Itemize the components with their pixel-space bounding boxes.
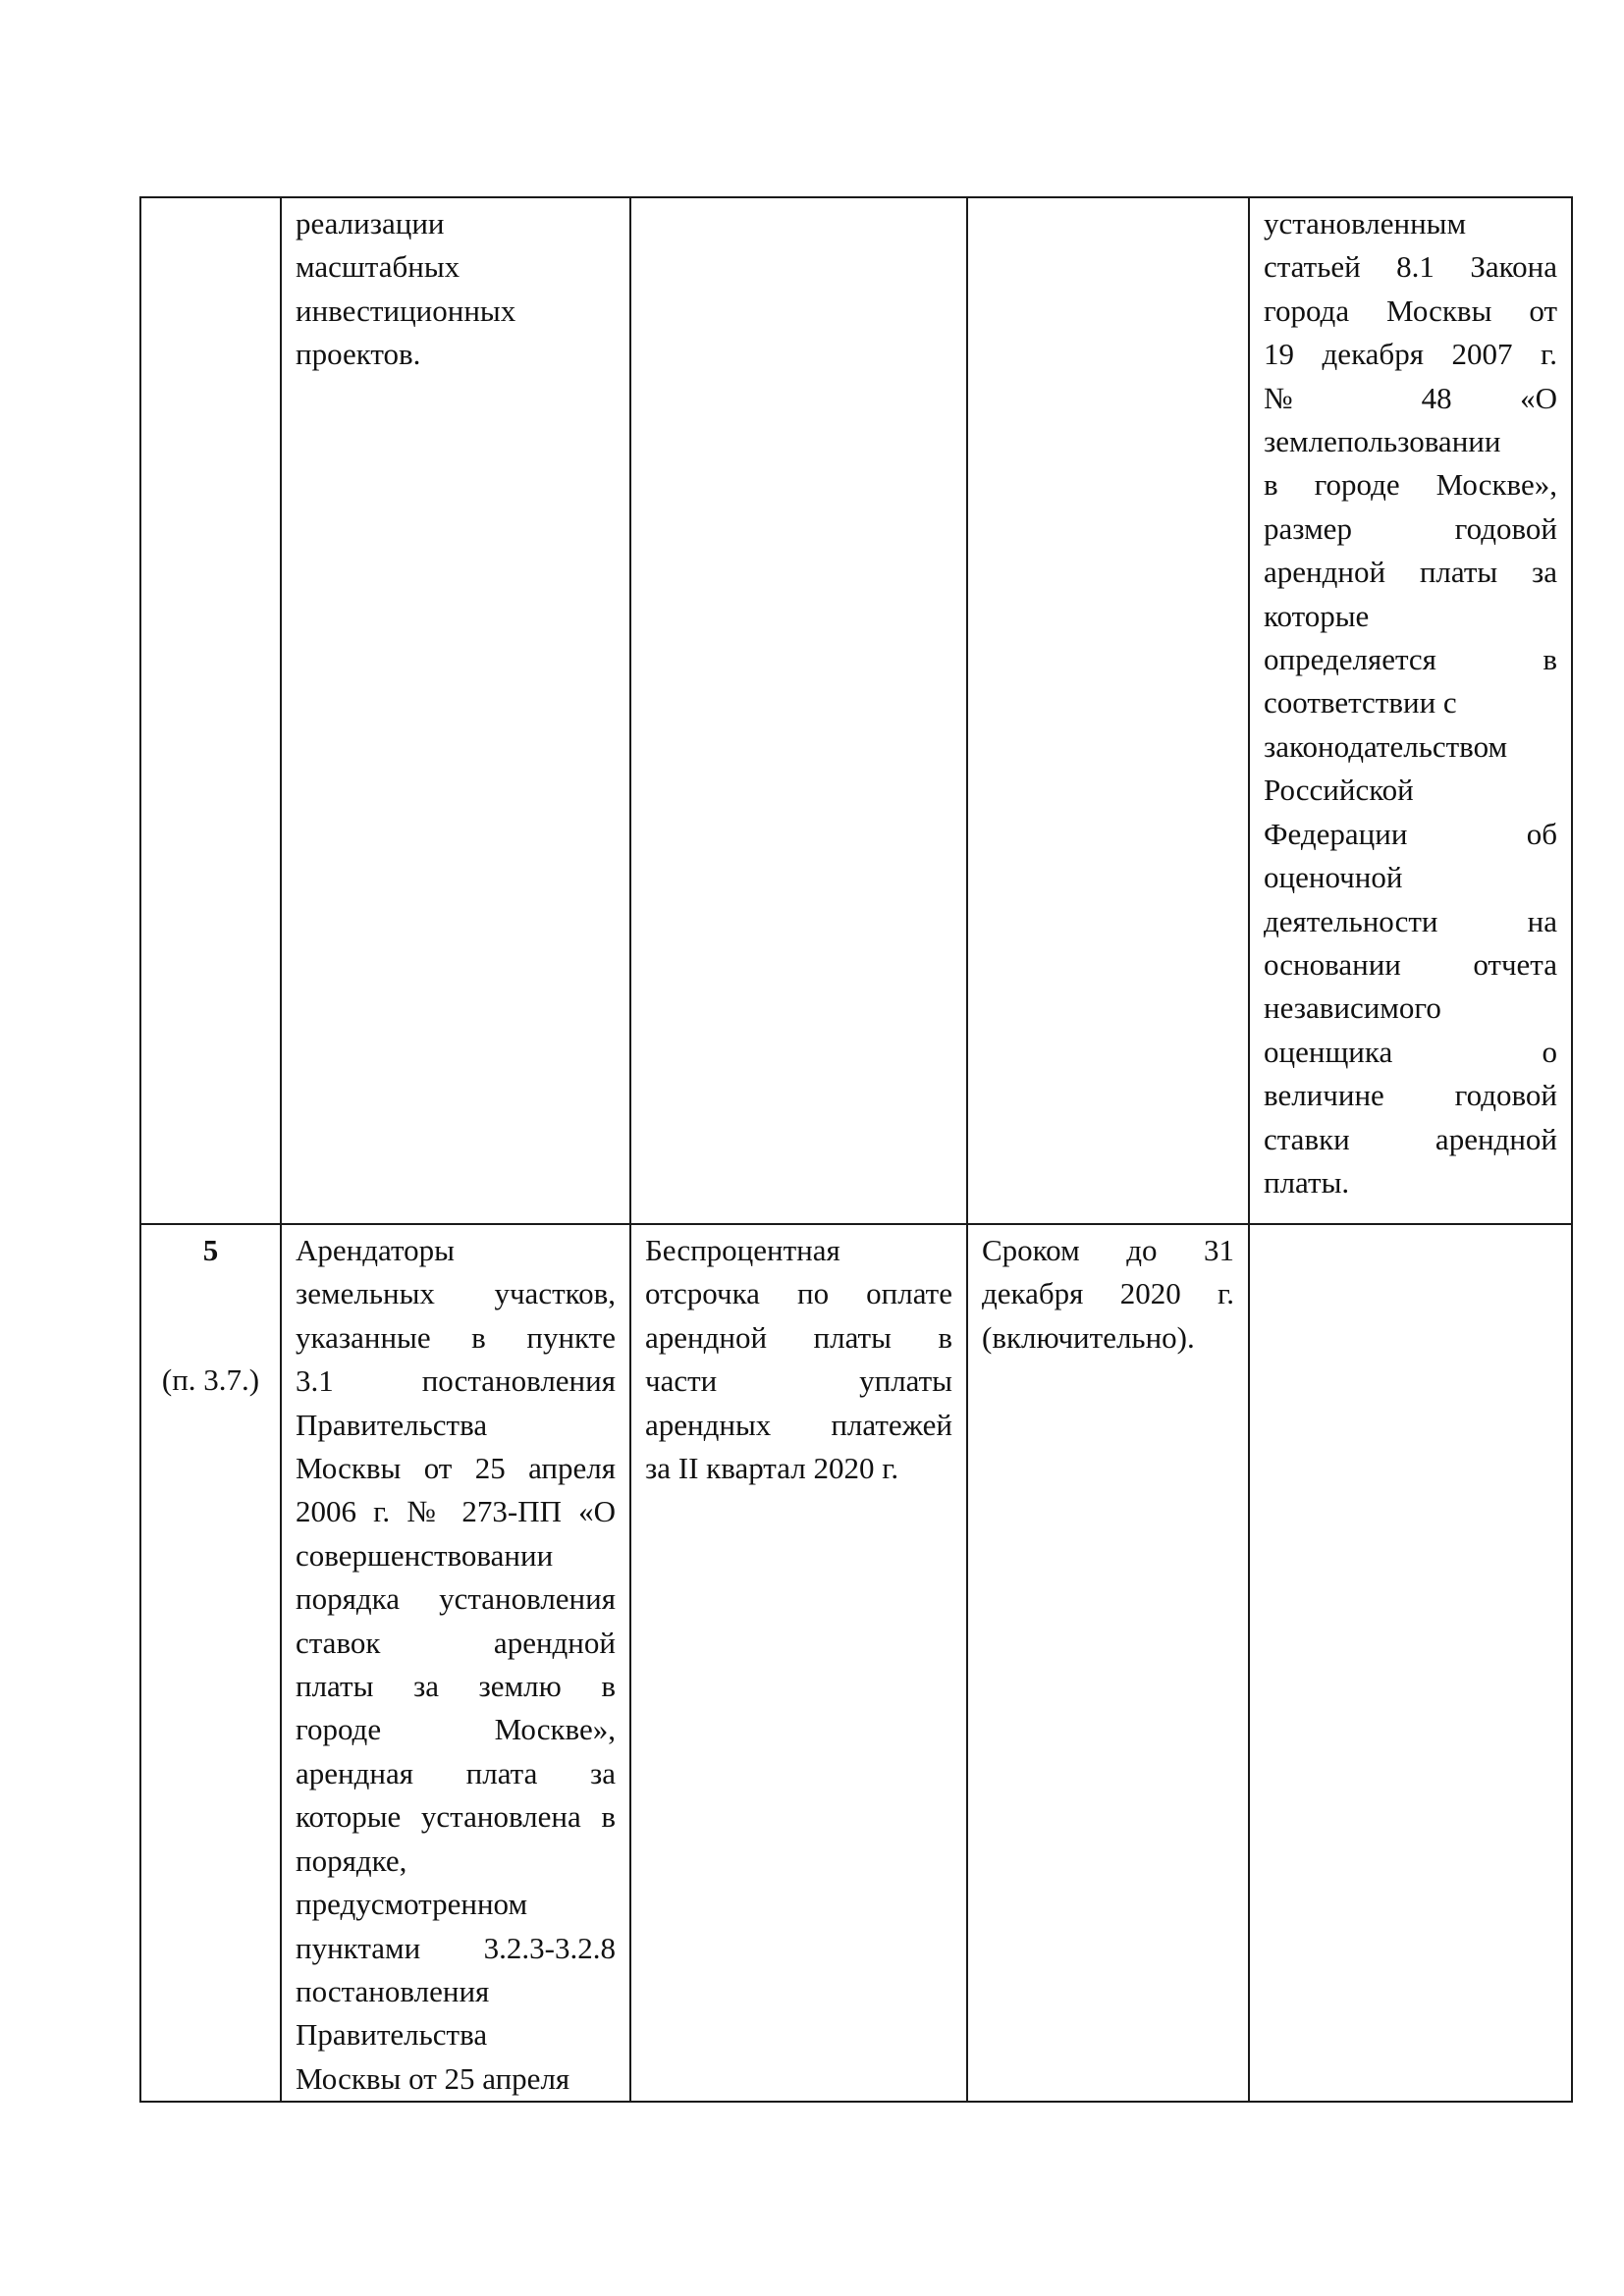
cell-text-line: ставок арендной <box>296 1625 616 1660</box>
category-cell <box>281 197 630 1224</box>
term-cell <box>967 197 1249 1224</box>
cell-text-line: масштабных <box>296 249 460 285</box>
cell-text-line: предусмотренном <box>296 1887 528 1922</box>
cell-text-line: постановления <box>296 1973 490 2008</box>
cell-text-line: платы. <box>1264 1164 1350 1200</box>
cell-text-line: земельных участков, <box>296 1276 616 1311</box>
cell-text-line: городе Москве», <box>296 1712 616 1747</box>
cell-text-line: реализации <box>296 206 445 240</box>
row-point-reference: (п. 3.7.) <box>161 1362 260 1398</box>
cell-text-line: оценщика о <box>1264 1034 1557 1069</box>
cell-text-line: Правительства <box>296 2017 488 2053</box>
cell-text-line: основании отчета <box>1264 946 1557 982</box>
cell-text-line: декабря 2020 г. <box>982 1276 1234 1311</box>
cell-text-line: инвестиционных <box>296 293 516 328</box>
cell-text-line: 19 декабря 2007 г. <box>1264 337 1557 372</box>
cell-text-line: которые установлена в <box>296 1799 616 1835</box>
category-cell <box>281 1224 630 2102</box>
cell-text-line: совершенствовании <box>296 1537 554 1573</box>
cell-text-line: порядке, <box>296 1842 407 1878</box>
cell-text-line: Арендаторы <box>296 1233 455 1267</box>
cell-text-line: арендной платы за <box>1264 555 1557 590</box>
cell-text-line: законодательством <box>1264 728 1508 764</box>
cell-text-line: города Москвы от <box>1264 293 1557 328</box>
cell-text-line: Федерации об <box>1264 816 1557 851</box>
note-cell <box>1249 1224 1572 2102</box>
cell-text-line: определяется в <box>1264 642 1557 677</box>
support-measures-table <box>139 196 1573 2103</box>
cell-text-line: порядка установления <box>296 1581 616 1617</box>
cell-text-line: арендных платежей <box>645 1407 952 1442</box>
cell-text-line: Сроком до 31 <box>982 1233 1234 1267</box>
cell-text-line: землепользовании <box>1264 424 1501 459</box>
cell-text-line: в городе Москве», <box>1264 467 1557 503</box>
cell-text-line: отсрочка по оплате <box>645 1276 952 1311</box>
cell-text-line: размер годовой <box>1264 510 1557 546</box>
cell-text-line: № 48 «О <box>1264 380 1557 415</box>
cell-text-line: Правительства <box>296 1407 488 1442</box>
cell-text-line: арендной платы в <box>645 1319 952 1355</box>
cell-text-line: за II квартал 2020 г. <box>645 1451 899 1486</box>
cell-text-line: деятельности на <box>1264 903 1557 938</box>
cell-text-line: независимого <box>1264 990 1441 1026</box>
cell-text-line: Москвы от 25 апреля <box>296 1451 616 1486</box>
cell-text-line: части уплаты <box>645 1363 952 1399</box>
term-cell <box>967 1224 1249 2102</box>
cell-text-line: указанные в пункте <box>296 1319 616 1355</box>
cell-text-line: Москвы от 25 апреля <box>296 2060 570 2096</box>
row-number-cell <box>140 1224 281 2102</box>
cell-text-line: проектов. <box>296 337 421 372</box>
table-row <box>140 1224 1572 2102</box>
table-row <box>140 197 1572 1224</box>
cell-text-line: 3.1 постановления <box>296 1363 616 1399</box>
cell-text-line: величине годовой <box>1264 1078 1557 1113</box>
cell-text-line: пунктами 3.2.3-3.2.8 <box>296 1930 616 1965</box>
cell-text-line: 2006 г. № 273-ПП «О <box>296 1494 616 1529</box>
cell-text-line: арендная плата за <box>296 1755 616 1790</box>
measure-cell <box>630 197 967 1224</box>
cell-text-line: Российской <box>1264 773 1414 808</box>
note-cell <box>1249 197 1572 1224</box>
row-number-cell <box>140 197 281 1224</box>
row-number: 5 <box>202 1233 219 1267</box>
cell-text-line: установленным <box>1264 206 1467 240</box>
cell-text-line: оценочной <box>1264 860 1403 895</box>
cell-text-line: ставки арендной <box>1264 1121 1557 1156</box>
cell-text-line: (включительно). <box>982 1319 1195 1355</box>
cell-text-line: соответствии с <box>1264 685 1457 721</box>
cell-text-line: статьей 8.1 Закона <box>1264 249 1557 285</box>
measure-cell <box>630 1224 967 2102</box>
cell-text-line: платы за землю в <box>296 1669 616 1704</box>
cell-text-line: Беспроцентная <box>645 1233 840 1267</box>
cell-text-line: которые <box>1264 598 1370 633</box>
